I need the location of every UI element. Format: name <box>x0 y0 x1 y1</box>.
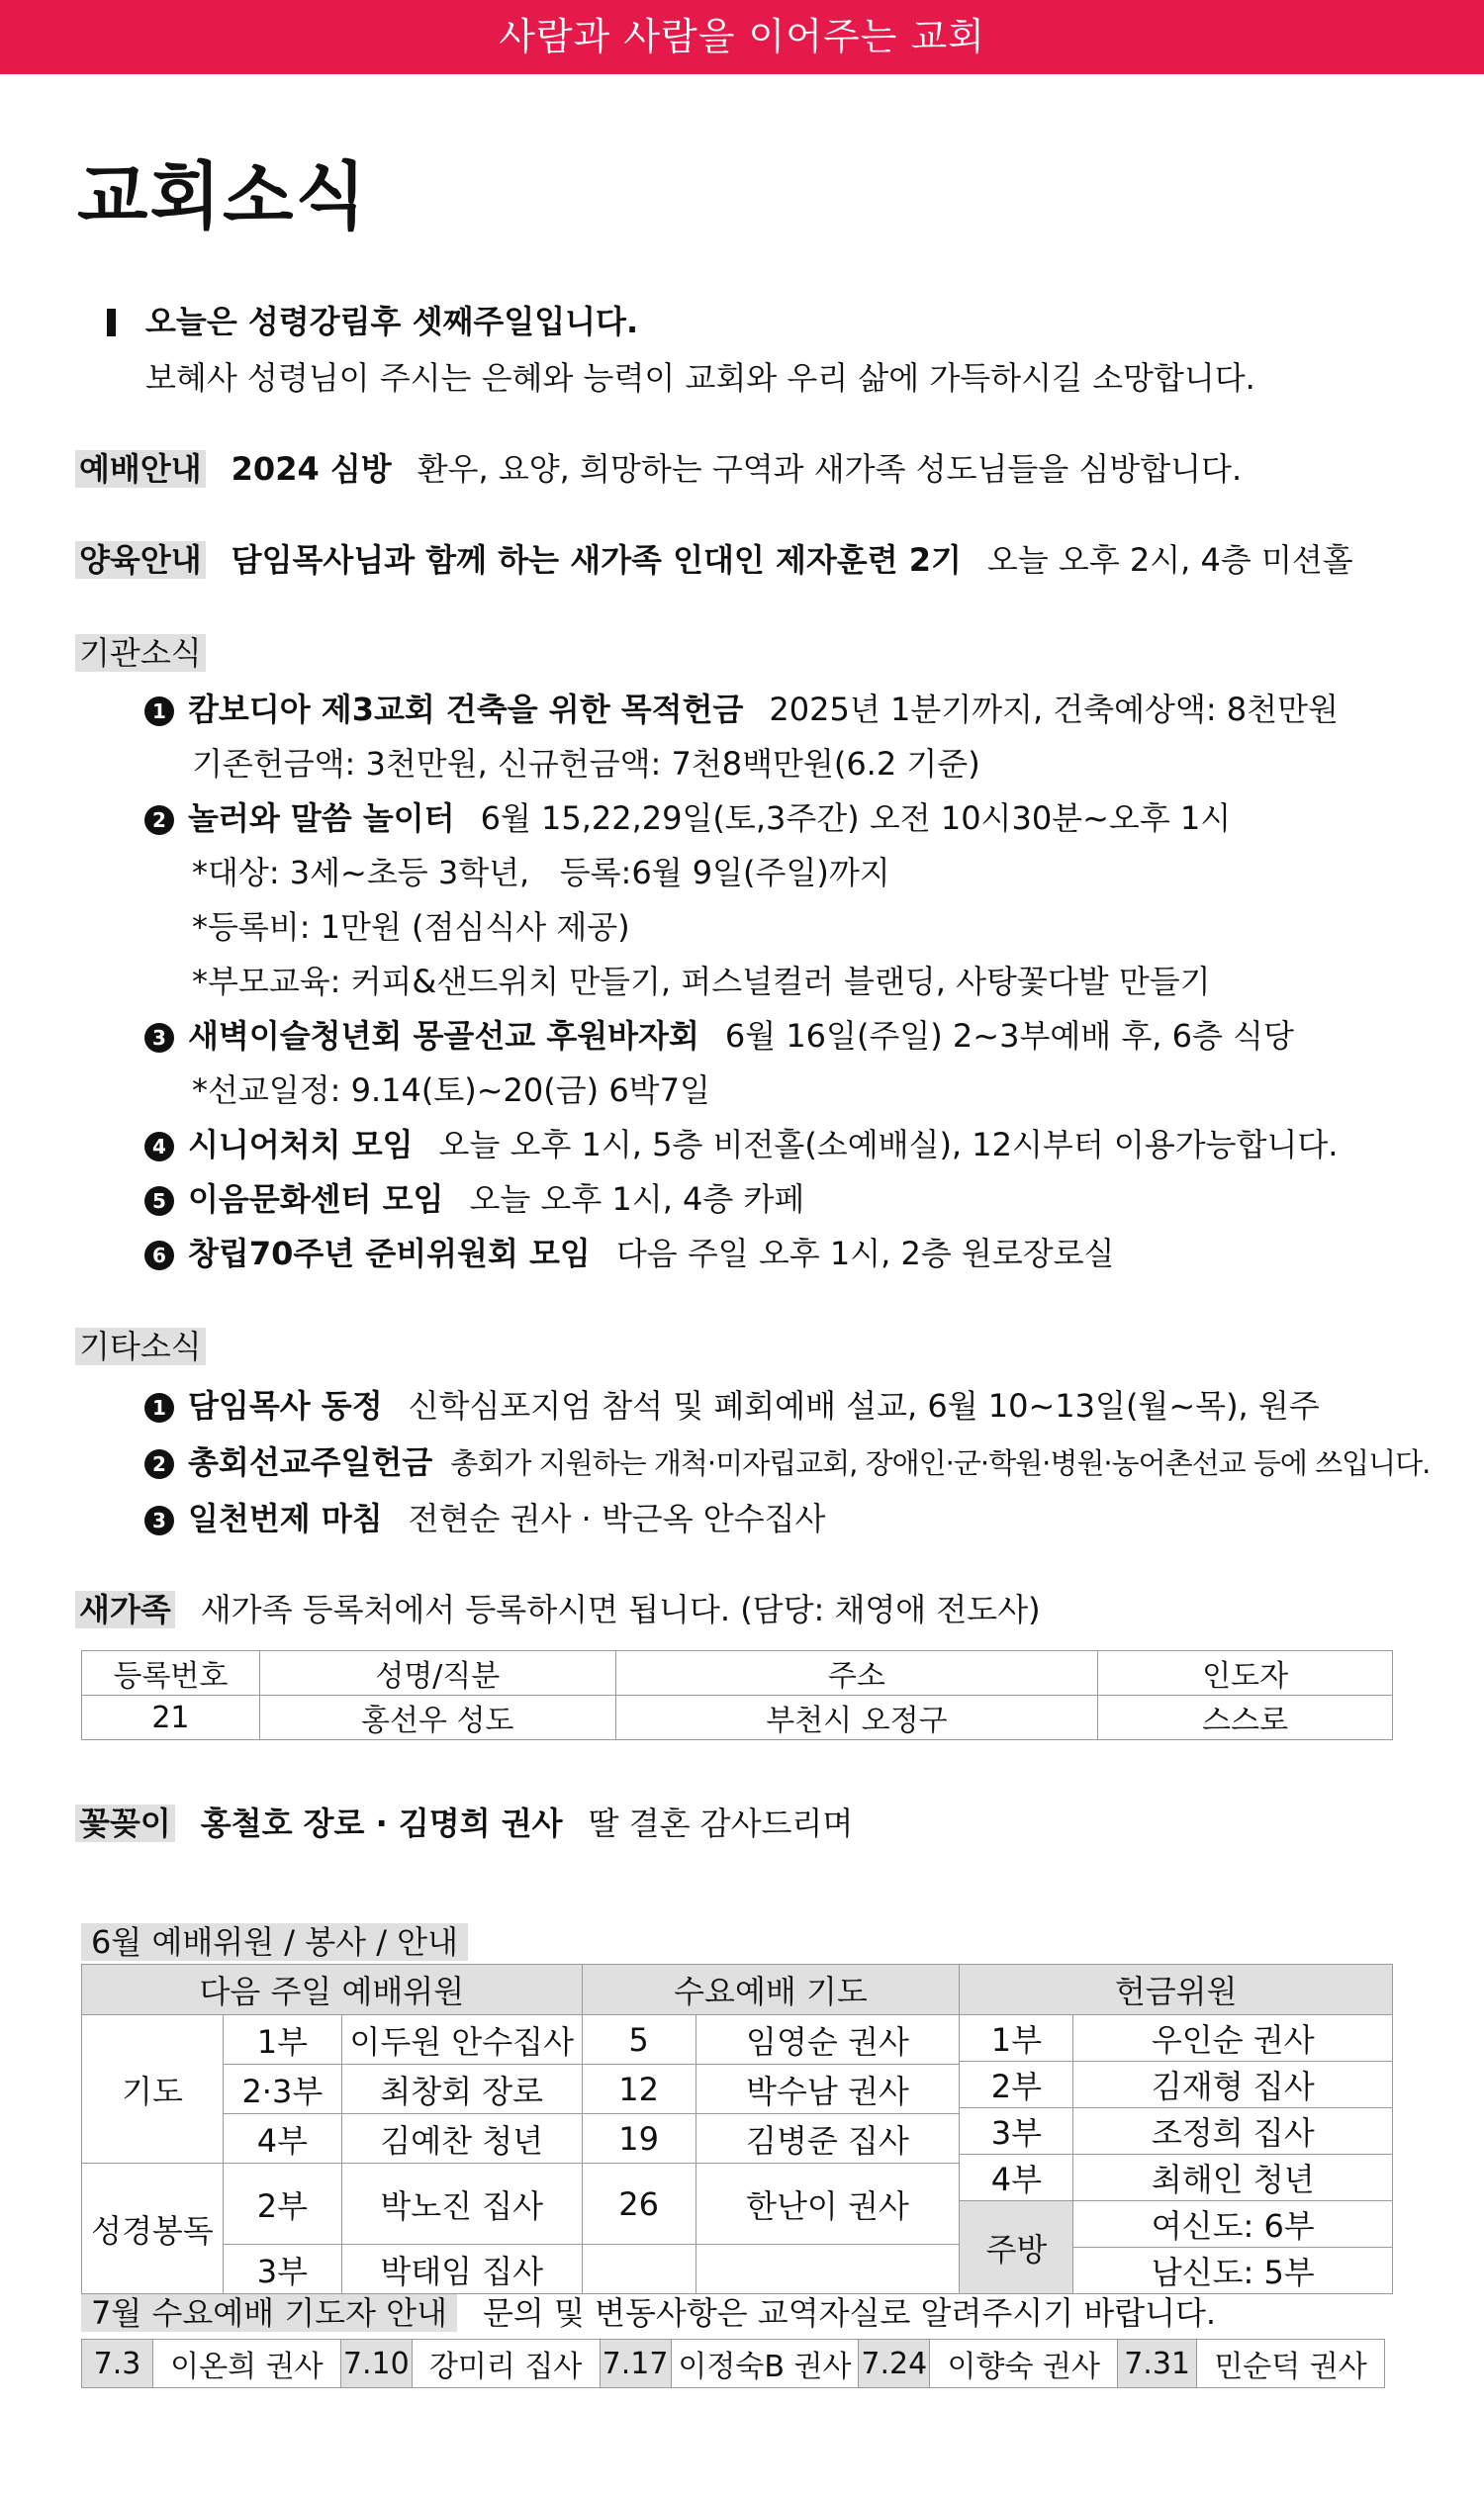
org-news-label: 기관소식 <box>75 633 206 673</box>
number-badge-icon: 2 <box>144 805 174 835</box>
table-cell: 5 <box>582 2015 696 2065</box>
table-cell: 2부 <box>223 2164 341 2245</box>
new-family-notice: 새가족 새가족 등록처에서 등록하시면 됩니다. (담당: 채영애 전도사) <box>75 1590 1041 1629</box>
table-cell: 3부 <box>960 2108 1073 2155</box>
number-badge-icon: 5 <box>144 1186 174 1216</box>
table-cell <box>582 2245 696 2294</box>
kitchen-label: 주방 <box>960 2201 1073 2294</box>
number-badge-icon: 6 <box>144 1241 174 1270</box>
org-item-5: 5 이음문화센터 모임 오늘 오후 1시, 4층 카페 <box>144 1179 804 1219</box>
header-banner: 사람과 사람을 이어주는 교회 <box>0 0 1484 74</box>
column-header: 수요예배 기도 <box>582 1965 960 2015</box>
org-item-6: 6 창립70주년 준비위원회 모임 다음 주일 오후 1시, 2층 원로장로실 <box>144 1234 1114 1273</box>
date-cell: 7.31 <box>1118 2340 1197 2388</box>
table-cell: 조정희 집사 <box>1073 2108 1392 2155</box>
number-badge-icon: 1 <box>144 1393 174 1423</box>
column-header: 헌금위원 <box>960 1965 1393 2015</box>
row-label: 기도 <box>82 2015 224 2164</box>
table-cell: 남신도: 5부 <box>1073 2248 1392 2294</box>
table-cell: 박수남 권사 <box>696 2065 960 2114</box>
table-cell: 이향숙 권사 <box>930 2340 1118 2388</box>
table-cell: 김예찬 청년 <box>341 2114 582 2164</box>
july-prayer-table <box>81 2339 1385 2388</box>
table-cell: 1부 <box>223 2015 341 2065</box>
table-cell: 4부 <box>223 2114 341 2164</box>
column-header: 등록번호 <box>82 1651 260 1696</box>
july-prayer-notice: 7월 수요예배 기도자 안내 문의 및 변동사항은 교역자실로 알려주시기 바랍니다. <box>81 2293 1216 2333</box>
org-item-2-sub: *대상: 3세~초등 3학년, 등록:6월 9일(주일)까지 <box>192 854 890 891</box>
page-title: 교회소식 <box>77 154 368 239</box>
number-badge-icon: 2 <box>144 1449 174 1479</box>
date-cell: 7.3 <box>82 2340 153 2388</box>
column-header: 다음 주일 예배위원 <box>82 1965 583 2015</box>
table-cell: 스스로 <box>1098 1696 1393 1740</box>
table-cell: 박노진 집사 <box>341 2164 582 2245</box>
table-row <box>82 2015 1393 2065</box>
number-badge-icon: 3 <box>144 1023 174 1053</box>
table-cell: 우인순 권사 <box>1073 2015 1392 2062</box>
table-cell: 12 <box>582 2065 696 2114</box>
education-notice: 양육안내 담임목사님과 함께 하는 새가족 인대인 제자훈련 2기 오늘 오후 2시, 4층 미션홀 <box>75 540 1353 580</box>
column-header: 인도자 <box>1098 1651 1393 1696</box>
square-bullet-icon <box>107 309 116 336</box>
table-cell: 이온희 권사 <box>152 2340 340 2388</box>
table-cell: 김병준 집사 <box>696 2114 960 2164</box>
worship-notice: 예배안내 2024 심방 환우, 요양, 희망하는 구역과 새가족 성도님들을 심방합니다. <box>75 449 1242 489</box>
table-cell: 최해인 청년 <box>1073 2155 1392 2201</box>
table-cell: 26 <box>582 2164 696 2245</box>
org-item-2-sub: *등록비: 1만원 (점심식사 제공) <box>192 908 630 946</box>
table-cell: 최창회 장로 <box>341 2065 582 2114</box>
table-cell: 박태임 집사 <box>341 2245 582 2294</box>
org-item-3-sub: *선교일정: 9.14(토)~20(금) 6박7일 <box>192 1071 710 1109</box>
table-cell: 이정숙B 권사 <box>671 2340 859 2388</box>
table-cell: 여신도: 6부 <box>1073 2201 1392 2248</box>
flower-notice: 꽃꽂이 홍철호 장로 · 김명희 권사 딸 결혼 감사드리며 <box>75 1804 853 1843</box>
table-cell: 3부 <box>223 2245 341 2294</box>
number-badge-icon: 3 <box>144 1506 174 1535</box>
date-cell: 7.10 <box>340 2340 412 2388</box>
date-cell: 7.24 <box>859 2340 930 2388</box>
june-duty-table <box>81 1964 1393 2294</box>
column-header: 주소 <box>615 1651 1098 1696</box>
table-cell: 2부 <box>960 2062 1073 2108</box>
org-item-2-sub: *부모교육: 커피&샌드위치 만들기, 퍼스널컬러 블랜딩, 사탕꽃다발 만들기 <box>192 963 1211 1000</box>
other-item-2: 2 총회선교주일헌금 총회가 지원하는 개척·미자립교회, 장애인·군·학원·병원·농어촌선교 등에 쓰입니다. <box>144 1442 1430 1483</box>
org-item-4: 4 시니어처치 모임 오늘 오후 1시, 5층 비전홀(소예배실), 12시부터 이용가능합니다. <box>144 1125 1338 1164</box>
date-cell: 7.17 <box>600 2340 671 2388</box>
table-cell: 김재형 집사 <box>1073 2062 1392 2108</box>
table-cell: 강미리 집사 <box>412 2340 600 2388</box>
number-badge-icon: 1 <box>144 696 174 726</box>
table-cell: 1부 <box>960 2015 1073 2062</box>
intro-heading: 오늘은 성령강림후 셋째주일입니다. <box>107 302 638 341</box>
other-item-1: 1 담임목사 동정 신학심포지엄 참석 및 폐회예배 설교, 6월 10~13일(월~목), 원주 <box>144 1386 1320 1426</box>
table-cell: 이두원 안수집사 <box>341 2015 582 2065</box>
table-header-row <box>82 1965 1393 2015</box>
table-cell: 홍선우 성도 <box>259 1696 615 1740</box>
table-cell: 민순덕 권사 <box>1197 2340 1385 2388</box>
table-header-row <box>82 1651 1393 1696</box>
column-header: 성명/직분 <box>259 1651 615 1696</box>
org-item-2: 2 놀러와 말씀 놀이터 6월 15,22,29일(토,3주간) 오전 10시30분~오후 1시 <box>144 798 1231 838</box>
table-row <box>82 1696 1393 1740</box>
table-cell: 21 <box>82 1696 260 1740</box>
table-cell: 2·3부 <box>223 2065 341 2114</box>
new-family-table <box>81 1650 1393 1740</box>
table-cell: 19 <box>582 2114 696 2164</box>
table-cell <box>696 2245 960 2294</box>
org-item-1: 1 캄보디아 제3교회 건축을 위한 목적헌금 2025년 1분기까지, 건축예상액: 8천만원 <box>144 690 1339 729</box>
intro-body: 보혜사 성령님이 주시는 은혜와 능력이 교회와 우리 삶에 가득하시길 소망합니다. <box>145 359 1255 397</box>
table-cell: 4부 <box>960 2155 1073 2201</box>
org-item-1-sub: 기존헌금액: 3천만원, 신규헌금액: 7천8백만원(6.2 기준) <box>192 745 980 783</box>
table-cell: 한난이 권사 <box>696 2164 960 2245</box>
org-item-3: 3 새벽이슬청년회 몽골선교 후원바자회 6월 16일(주일) 2~3부예배 후, 6층 식당 <box>144 1016 1294 1056</box>
offering-table <box>960 2015 1392 2293</box>
other-news-label: 기타소식 <box>75 1327 206 1366</box>
table-row <box>82 2340 1385 2388</box>
table-cell: 부천시 오정구 <box>615 1696 1098 1740</box>
june-duty-label: 6월 예배위원 / 봉사 / 안내 <box>81 1922 468 1962</box>
number-badge-icon: 4 <box>144 1132 174 1161</box>
other-item-3: 3 일천번제 마침 전현순 권사 · 박근옥 안수집사 <box>144 1499 825 1538</box>
offering-cell <box>960 2015 1393 2294</box>
row-label: 성경봉독 <box>82 2164 224 2294</box>
table-cell: 임영순 권사 <box>696 2015 960 2065</box>
